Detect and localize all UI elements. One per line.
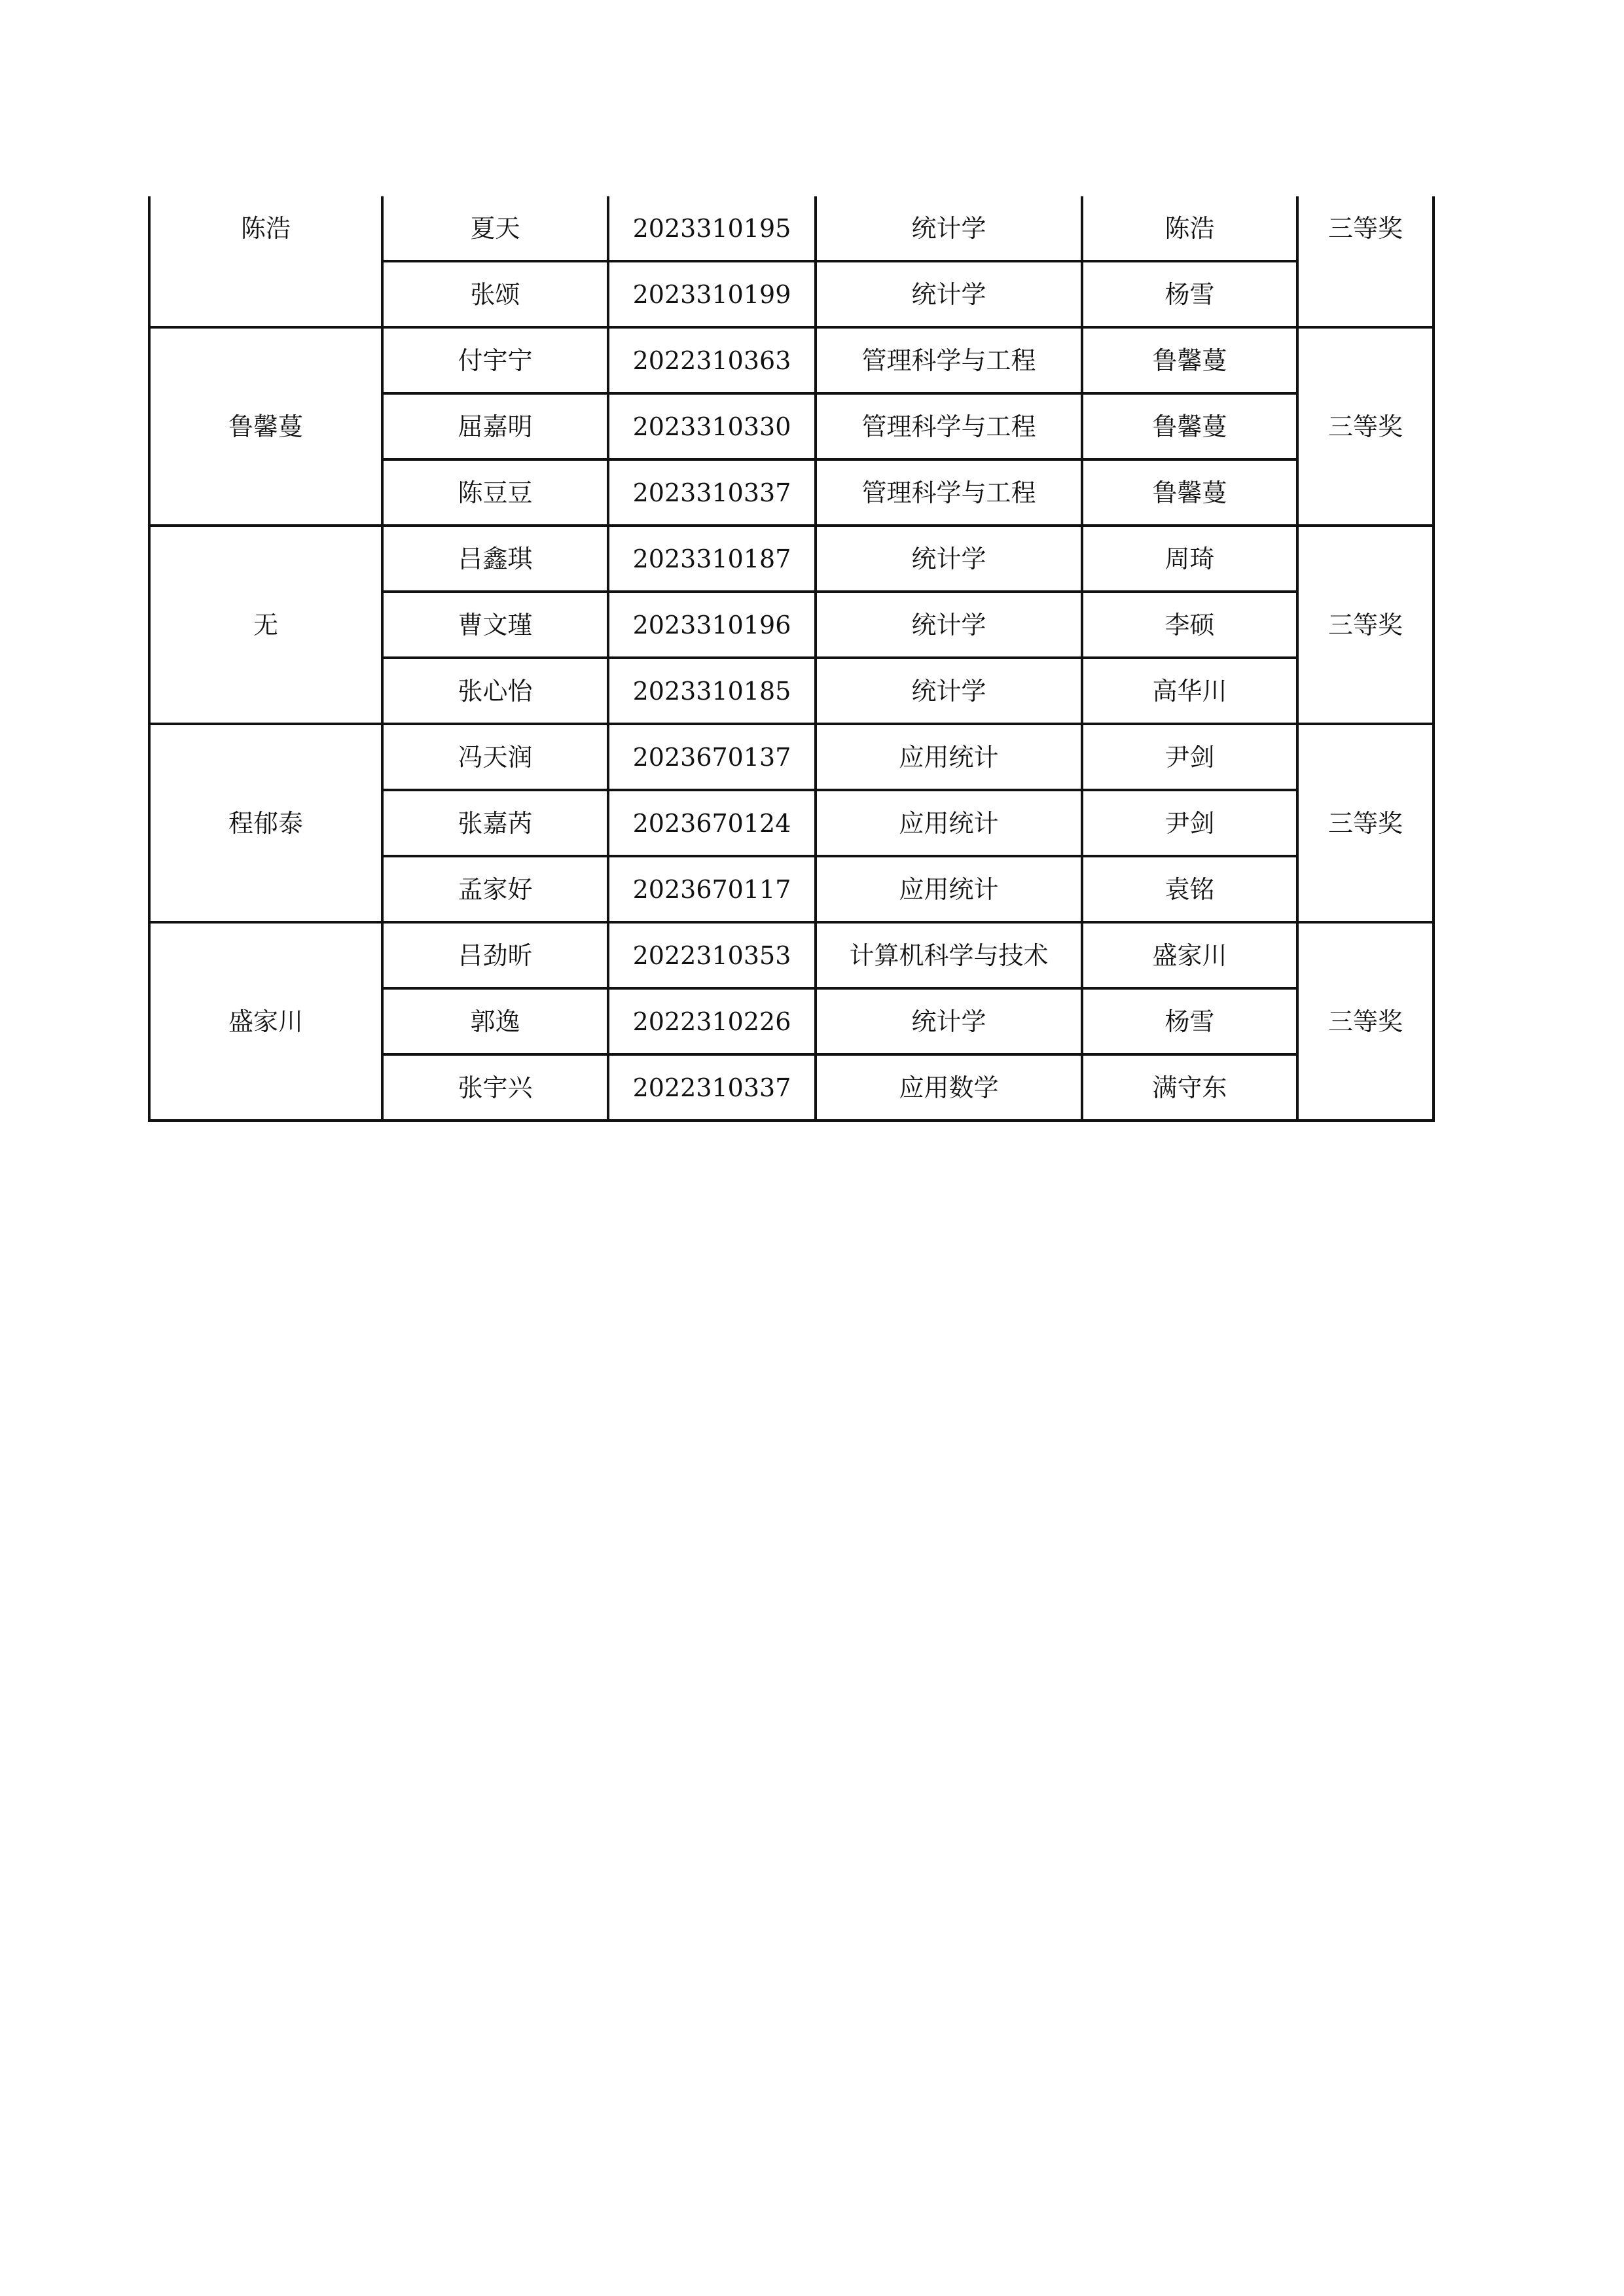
major-cell: 统计学	[816, 261, 1082, 327]
major-cell: 管理科学与工程	[816, 327, 1082, 393]
award-cell: 三等奖	[1297, 526, 1434, 724]
student-id-cell: 2023310185	[608, 658, 816, 724]
member-name-cell: 郭逸	[382, 988, 608, 1054]
advisor-cell: 程郁泰	[149, 724, 382, 922]
table-row	[149, 327, 1434, 393]
member-name-cell: 冯天润	[382, 724, 608, 790]
student-id-cell: 2023310199	[608, 261, 816, 327]
student-id-cell: 2023670137	[608, 724, 816, 790]
award-cell: 三等奖	[1297, 724, 1434, 922]
student-id-cell: 2023310196	[608, 592, 816, 658]
tutor-cell: 盛家川	[1082, 922, 1297, 988]
student-id-cell: 2022310226	[608, 988, 816, 1054]
table-row	[149, 724, 1434, 790]
major-cell: 统计学	[816, 988, 1082, 1054]
member-name-cell: 张宇兴	[382, 1054, 608, 1121]
member-name-cell: 夏天	[382, 196, 608, 261]
student-id-cell: 2023310330	[608, 393, 816, 459]
member-name-cell: 陈豆豆	[382, 459, 608, 526]
student-id-cell: 2023670124	[608, 790, 816, 856]
member-name-cell: 张颂	[382, 261, 608, 327]
student-id-cell: 2022310337	[608, 1054, 816, 1121]
major-cell: 统计学	[816, 592, 1082, 658]
major-cell: 统计学	[816, 526, 1082, 592]
major-cell: 管理科学与工程	[816, 459, 1082, 526]
member-name-cell: 屈嘉明	[382, 393, 608, 459]
tutor-cell: 鲁馨蔓	[1082, 327, 1297, 393]
member-name-cell: 孟家好	[382, 856, 608, 922]
advisor-cell: 鲁馨蔓	[149, 327, 382, 526]
major-cell: 统计学	[816, 196, 1082, 261]
award-cell: 三等奖	[1297, 196, 1434, 327]
tutor-cell: 李硕	[1082, 592, 1297, 658]
student-id-cell: 2023670117	[608, 856, 816, 922]
tutor-cell: 陈浩	[1082, 196, 1297, 261]
student-id-cell: 2023310337	[608, 459, 816, 526]
tutor-cell: 周琦	[1082, 526, 1297, 592]
tutor-cell: 杨雪	[1082, 261, 1297, 327]
tutor-cell: 袁铭	[1082, 856, 1297, 922]
tutor-cell: 杨雪	[1082, 988, 1297, 1054]
tutor-cell: 高华川	[1082, 658, 1297, 724]
member-name-cell: 张心怡	[382, 658, 608, 724]
major-cell: 应用统计	[816, 790, 1082, 856]
student-id-cell: 2022310363	[608, 327, 816, 393]
member-name-cell: 张嘉芮	[382, 790, 608, 856]
tutor-cell: 鲁馨蔓	[1082, 459, 1297, 526]
major-cell: 管理科学与工程	[816, 393, 1082, 459]
awards-table	[148, 196, 1435, 1122]
major-cell: 统计学	[816, 658, 1082, 724]
advisor-cell: 陈浩	[149, 196, 382, 327]
award-cell: 三等奖	[1297, 327, 1434, 526]
major-cell: 应用统计	[816, 856, 1082, 922]
tutor-cell: 尹剑	[1082, 724, 1297, 790]
advisor-cell: 无	[149, 526, 382, 724]
table-row	[149, 196, 1434, 261]
tutor-cell: 鲁馨蔓	[1082, 393, 1297, 459]
student-id-cell: 2023310187	[608, 526, 816, 592]
student-id-cell: 2023310195	[608, 196, 816, 261]
member-name-cell: 吕鑫琪	[382, 526, 608, 592]
table-row	[149, 526, 1434, 592]
advisor-cell: 盛家川	[149, 922, 382, 1121]
member-name-cell: 付宇宁	[382, 327, 608, 393]
tutor-cell: 尹剑	[1082, 790, 1297, 856]
table-row	[149, 922, 1434, 988]
major-cell: 计算机科学与技术	[816, 922, 1082, 988]
tutor-cell: 满守东	[1082, 1054, 1297, 1121]
member-name-cell: 曹文瑾	[382, 592, 608, 658]
member-name-cell: 吕劲昕	[382, 922, 608, 988]
major-cell: 应用数学	[816, 1054, 1082, 1121]
student-id-cell: 2022310353	[608, 922, 816, 988]
major-cell: 应用统计	[816, 724, 1082, 790]
award-cell: 三等奖	[1297, 922, 1434, 1121]
